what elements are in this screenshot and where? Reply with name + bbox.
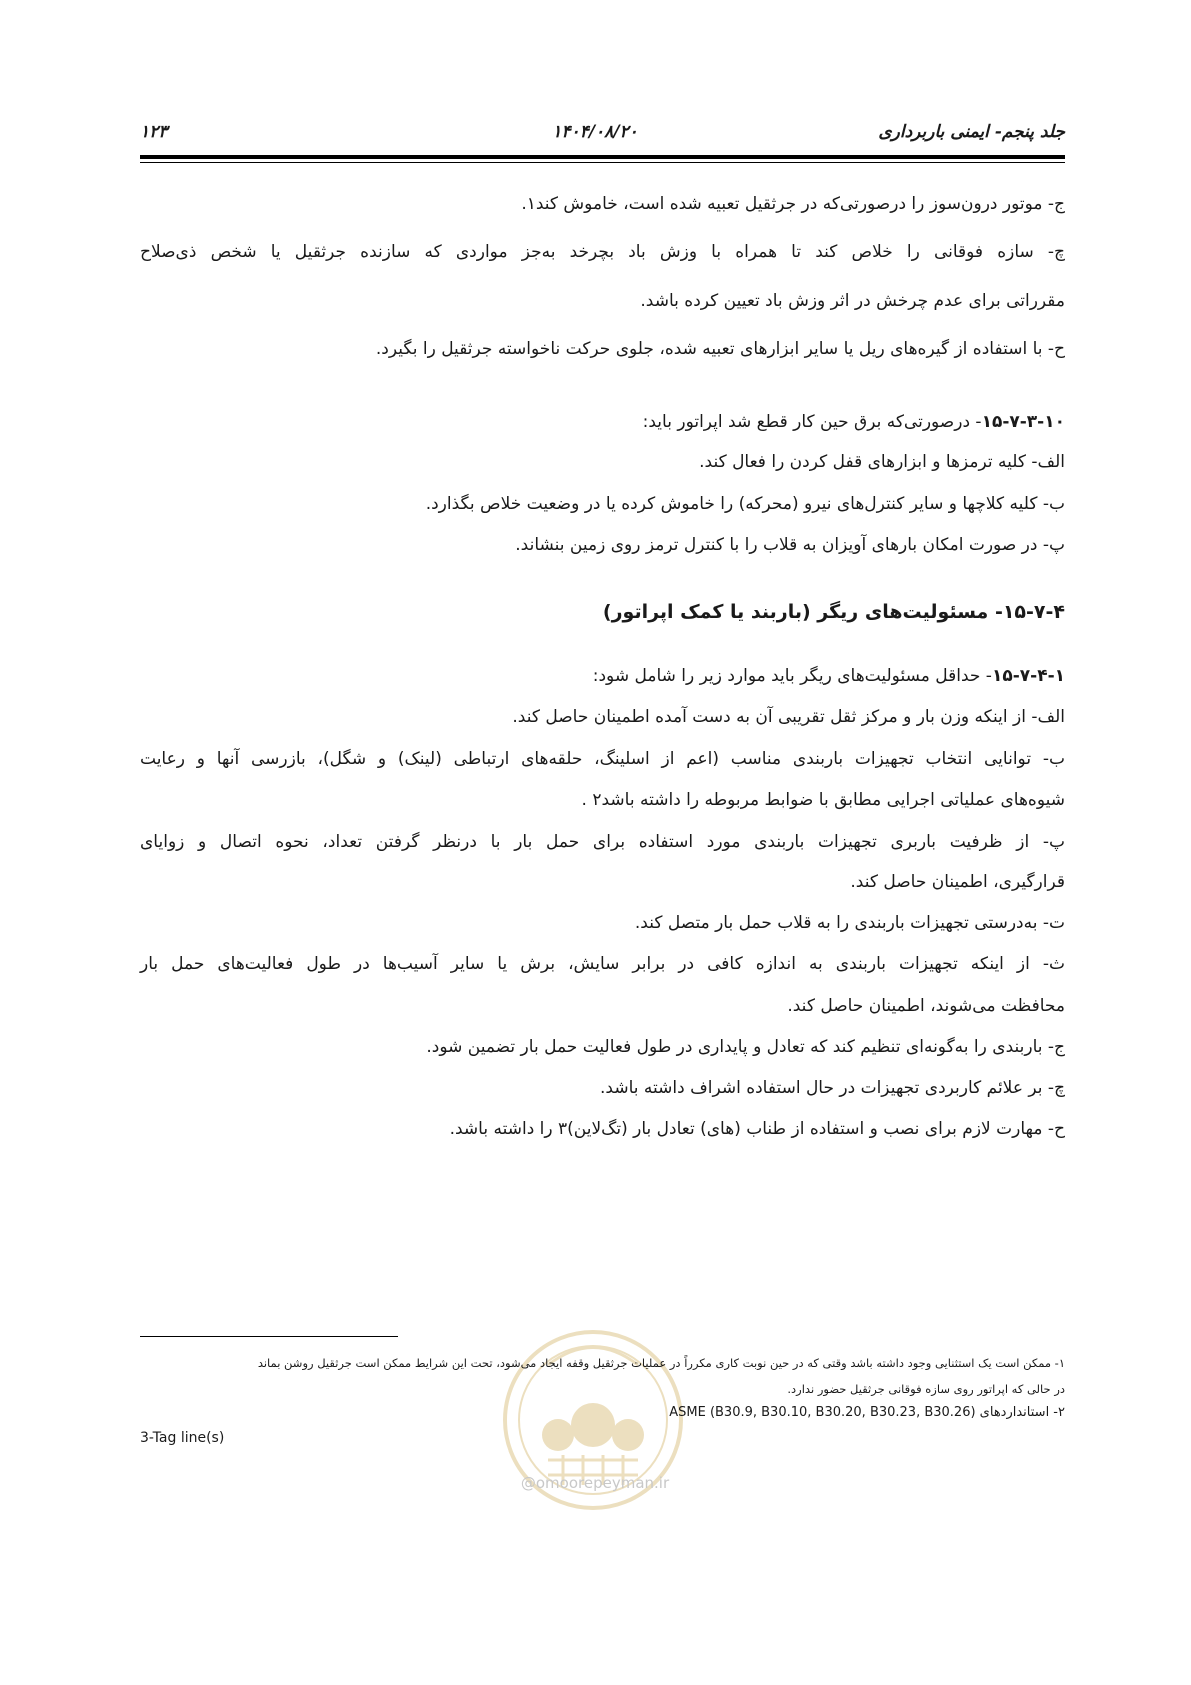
section-4-1-intro (593, 664, 1065, 688)
list-item: ج- باربندی را به‌گونه‌ای تنظیم کند که تعادل و پایداری در طول فعالیت حمل بار تضمین شود. (426, 1037, 1065, 1057)
watermark-url: @omoorepeyman.ir (520, 1474, 670, 1492)
footnote-2: ۲- استانداردهای ASME (B30.9, B30.10, B30.20, B30.23, B30.26) (669, 1405, 1065, 1420)
section-number: ۱۵-۷-۴-۱ (991, 666, 1065, 686)
paragraph-line: ح- با استفاده از گیره‌های ریل یا سایر ابزارهای تعبیه شده، جلوی حرکت ناخواسته جرثقیل را بگیرد. (375, 339, 1065, 359)
header-rule-thin (140, 162, 1065, 163)
paragraph-line: چ- سازه فوقانی را خلاص کند تا همراه با وزش باد بچرخد به‌جز مواردی که سازنده جرثقیل یا شخص ذی‌صلاح (140, 242, 1065, 262)
footnote-1-line-2: در حالی که اپراتور روی سازه فوقانی جرثقیل حضور ندارد. (787, 1382, 1065, 1396)
list-item: ث- از اینکه تجهیزات باربندی به اندازه کافی در برابر سایش، برش یا سایر آسیب‌ها در طول فعالیت‌های حمل بار (140, 954, 1065, 974)
list-item: الف- کلیه ترمزها و ابزارهای قفل کردن را فعال کند. (699, 452, 1065, 472)
header-rule-thick (140, 155, 1065, 159)
paragraph-line: ج- موتور درون‌سوز را درصورتی‌که در جرثقیل تعبیه شده است، خاموش کند۱. (521, 194, 1065, 214)
footnote-separator (140, 1336, 398, 1337)
section-heading: ۱۵-۷-۴- مسئولیت‌های ریگر (باربند یا کمک اپراتور) (602, 601, 1065, 623)
list-item: پ- در صورت امکان بارهای آویزان به قلاب را با کنترل ترمز روی زمین بنشاند. (515, 535, 1065, 555)
footnote-1-line-1: ۱- ممکن است یک استثنایی وجود داشته باشد وقتی که در حین نوبت کاری مکرراً در عملیات جرثقیل وقفه ایجاد می‌شود، تحت این شرایط ممکن است جرثقیل روشن بماند (257, 1356, 1065, 1370)
page-number: ۱۲۳ (140, 122, 168, 142)
section-number: ۱۵-۷-۳-۱۰ (981, 412, 1065, 432)
list-item: الف- از اینکه وزن بار و مرکز ثقل تقریبی آن به دست آمده اطمینان حاصل کند. (512, 707, 1065, 727)
list-item: ح- مهارت لازم برای نصب و استفاده از طناب (های) تعادل بار (تگ‌لاین)۳ را داشته باشد. (449, 1119, 1065, 1139)
section-10-intro (643, 410, 1065, 434)
section-text: - درصورتی‌که برق حین کار قطع شد اپراتور باید: (642, 412, 982, 432)
list-item: چ- بر علائم کاربردی تجهیزات در حال استفاده اشراف داشته باشد. (600, 1078, 1065, 1098)
footnote-3: 3-Tag line(s) (140, 1430, 225, 1446)
list-item-continuation: محافظت می‌شوند، اطمینان حاصل کند. (787, 996, 1065, 1016)
header-date: ۱۴۰۴/۰۸/۲۰ (552, 122, 638, 142)
list-item: ب- کلیه کلاچها و سایر کنترل‌های نیرو (محرکه) را خاموش کرده یا در وضعیت خلاص بگذارد. (425, 494, 1065, 514)
section-text: - حداقل مسئولیت‌های ریگر باید موارد زیر را شامل شود: (592, 666, 992, 686)
book-title: جلد پنجم- ایمنی باربرداری (878, 122, 1065, 142)
list-item: پ- از ظرفیت باربری تجهیزات باربندی مورد استفاده برای حمل بار با درنظر گرفتن تعداد، نحوه اتصال و زوایای (140, 832, 1065, 852)
list-item-continuation: قرارگیری، اطمینان حاصل کند. (850, 872, 1065, 892)
paragraph-line: مقرراتی برای عدم چرخش در اثر وزش باد تعیین کرده باشد. (640, 291, 1065, 311)
list-item-continuation: شیوه‌های عملیاتی اجرایی مطابق با ضوابط مربوطه را داشته باشد۲ . (581, 790, 1065, 810)
list-item: ب- توانایی انتخاب تجهیزات باربندی مناسب (اعم از اسلینگ، حلقه‌های ارتباطی (لینک) و شگل)، بازرسی آنها و رعایت (140, 749, 1065, 769)
list-item: ت- به‌درستی تجهیزات باربندی را به قلاب حمل بار متصل کند. (634, 913, 1065, 933)
